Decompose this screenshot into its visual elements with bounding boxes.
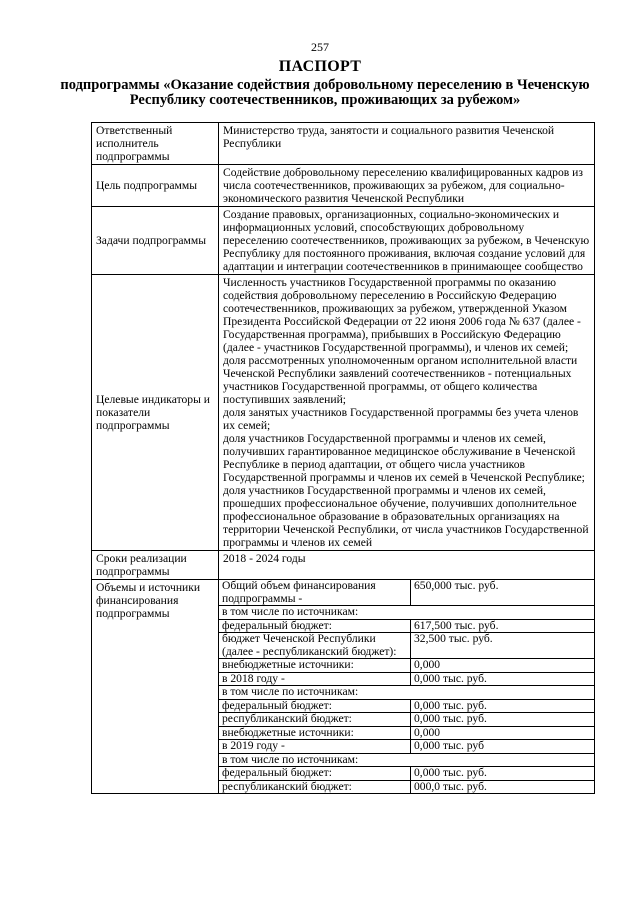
financing-line	[219, 659, 594, 673]
financing-line	[219, 740, 594, 754]
financing-line-value: 32,500 тыс. руб.	[411, 633, 595, 659]
row-financing	[92, 580, 595, 794]
indicator-item: доля занятых участников Государственной программы без учета членов их семей;	[223, 406, 579, 432]
financing-line	[219, 686, 594, 700]
financing-label: Объемы и источники финансирования подпрограммы	[92, 580, 219, 794]
financing-line	[219, 606, 594, 620]
goal-label: Цель подпрограммы	[92, 165, 219, 207]
financing-line-name: Общий объем финансирования подпрограммы -	[219, 580, 411, 606]
executor-label: Ответственный исполнитель подпрограммы	[92, 123, 219, 165]
financing-line-name: федеральный бюджет:	[219, 699, 411, 713]
financing-line	[219, 699, 594, 713]
financing-line-value: 0,000 тыс. руб.	[411, 767, 595, 781]
financing-line	[219, 753, 594, 767]
indicator-item: доля рассмотренных уполномоченным органом исполнительной власти Чеченской Республики заявлений соотечественников - потенциальных участников Государственной программы, от общего количества поступивших заявлений;	[223, 354, 578, 406]
passport-table	[91, 122, 595, 794]
indicator-item: доля участников Государственной программы и членов их семей, получивших гарантированное медицинское обслуживание в Чеченской Республике в период адаптации, от общего числа участников Государственной программы и членов их семей в Чеченской Республике;	[223, 432, 585, 484]
financing-line-name: в 2018 году -	[219, 672, 411, 686]
financing-line-value: 000,0 тыс. руб.	[414, 779, 487, 793]
tasks-label: Задачи подпрограммы	[92, 207, 219, 275]
financing-line	[219, 633, 594, 659]
indicator-item: Численность участников Государственной программы по оказанию содействия добровольному переселению в Российскую Федерацию соотечественников, проживающих за рубежом, утвержденной Указом Президента Российской Федерации от 22 июня 2006 года № 637 (далее - Государственная программа), прибывших в Российскую Федерацию (далее - участников Государственной программы), и членов их семей;	[223, 276, 581, 354]
financing-line-value: 617,500 тыс. руб.	[411, 619, 595, 633]
row-executor	[92, 123, 595, 165]
financing-line-name: в том числе по источникам:	[219, 606, 594, 620]
financing-line-value: 650,000 тыс. руб.	[411, 580, 595, 606]
financing-line-value: 0,000 тыс. руб	[411, 740, 595, 754]
financing-line	[219, 767, 594, 781]
financing-line-name: в 2019 году -	[219, 740, 411, 754]
financing-line	[219, 580, 594, 606]
financing-line	[219, 672, 594, 686]
indicator-item: доля участников Государственной программы и членов их семей, прошедших профессиональное обучение, получивших дополнительное профессиональное образование в образовательных организациях на территории Чеченской Республики, от числа участников Государственной программы и членов их семей	[223, 484, 589, 549]
financing-line-value: 0,000 тыс. руб.	[411, 713, 595, 727]
executor-value: Министерство труда, занятости и социального развития Чеченской Республики	[219, 123, 595, 165]
financing-line-name: внебюджетные источники:	[219, 659, 411, 673]
row-goal	[92, 165, 595, 207]
financing-line-name: федеральный бюджет:	[219, 619, 411, 633]
indicators-label: Целевые индикаторы и показатели подпрограммы	[92, 275, 219, 551]
indicators-value	[219, 275, 595, 551]
financing-line-name: республиканский бюджет:	[219, 713, 411, 727]
terms-label: Сроки реализации подпрограммы	[92, 551, 219, 580]
financing-line-name: в том числе по источникам:	[219, 686, 594, 700]
financing-line	[219, 619, 594, 633]
financing-line-name: в том числе по источникам:	[219, 753, 594, 767]
row-tasks	[92, 207, 595, 275]
terms-value: 2018 - 2024 годы	[219, 551, 595, 580]
financing-value	[219, 580, 595, 794]
financing-line-value: 0,000 тыс. руб.	[411, 699, 595, 713]
row-terms	[92, 551, 595, 580]
financing-line	[219, 713, 594, 727]
financing-table	[219, 580, 594, 793]
tasks-value: Создание правовых, организационных, социально-экономических и информационных условий, способствующих добровольному переселению соотечественников, проживающих за рубежом, в Чеченскую Республику для постоянного проживания, включая создание условий для адаптации и интеграции соотечественников в принимающее сообщество	[219, 207, 595, 275]
financing-line-value: 0,000 тыс. руб.	[411, 672, 595, 686]
financing-line	[219, 726, 594, 740]
goal-value: Содействие добровольному переселению квалифицированных кадров из числа соотечественников, проживающих за рубежом, для социально-экономического развития Чеченской Республики	[219, 165, 595, 207]
financing-line-value: 0,000	[411, 726, 595, 740]
financing-line-name: федеральный бюджет:	[219, 767, 411, 781]
financing-line	[219, 780, 594, 793]
document-title: ПАСПОРТ	[278, 58, 362, 75]
document-subtitle: подпрограммы «Оказание содействия добровольному переселению в Чеченскую Республику соотечественников, проживающих за рубежом»	[60, 77, 590, 108]
financing-line-value: 0,000	[411, 659, 595, 673]
row-indicators	[92, 275, 595, 551]
page-number: 257	[311, 40, 329, 54]
financing-line-name: республиканский бюджет:	[219, 780, 411, 793]
financing-line-name: внебюджетные источники:	[219, 726, 411, 740]
financing-line-name: бюджет Чеченской Республики (далее - республиканский бюджет):	[219, 633, 411, 659]
